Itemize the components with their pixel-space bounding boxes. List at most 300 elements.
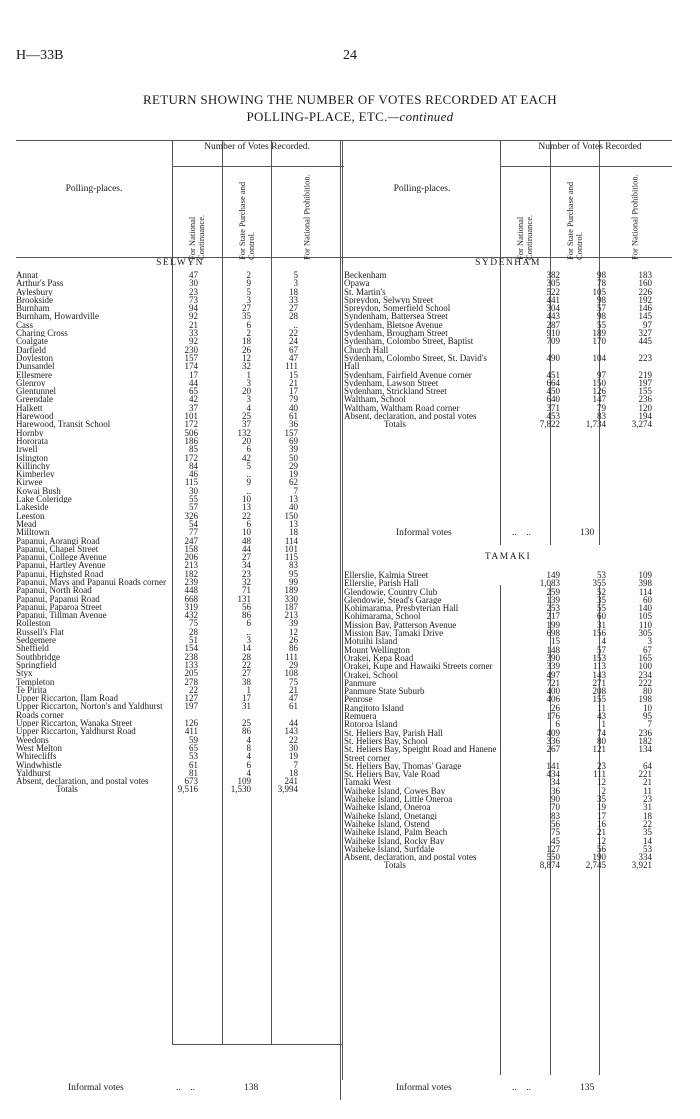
votes-state-purchase: 111 — [593, 769, 606, 780]
votes-continuance: 26 — [551, 702, 560, 713]
votes-prohibition: 3 — [647, 636, 652, 647]
votes-prohibition: 187 — [284, 601, 298, 612]
polling-place-name: Waiheke Island, Cowes Bay — [344, 786, 446, 796]
polling-place-name: Penrose — [344, 695, 373, 704]
votes-state-purchase: 155 — [592, 694, 606, 705]
votes-continuance: 75 — [551, 827, 560, 838]
votes-continuance: 85 — [189, 444, 198, 455]
votes-state-purchase: 55 — [597, 603, 606, 614]
votes-state-purchase: 6 — [246, 518, 251, 529]
votes-continuance: 61 — [189, 759, 198, 770]
votes-continuance: 30 — [189, 278, 198, 289]
section-heading-sydenham: SYDENHAM — [475, 258, 541, 268]
polling-place-name: Papanui, Aorangi Road — [16, 536, 100, 545]
votes-continuance: 47 — [189, 270, 198, 280]
polling-place-name: Milltown — [16, 528, 50, 537]
votes-state-purchase: 126 — [592, 386, 606, 397]
votes-continuance: 141 — [546, 760, 560, 771]
votes-continuance: 28 — [189, 626, 198, 637]
votes-continuance: 54 — [189, 518, 198, 529]
polling-place-name: Spreydon, Selwyn Street — [344, 295, 434, 305]
votes-prohibition: 64 — [643, 760, 652, 771]
polling-place-name: Irwell — [16, 445, 38, 454]
polling-place-name: Springfield — [16, 660, 57, 670]
votes-prohibition: 160 — [638, 278, 652, 289]
polling-place-name: Coalgate — [16, 337, 48, 346]
table-row — [344, 321, 672, 329]
polling-place-name: Mount Wellington — [344, 645, 410, 654]
votes-continuance: 434 — [546, 769, 560, 780]
polling-place-name: Waiheke Island, Ostend — [344, 819, 430, 829]
votes-state-purchase: 20 — [242, 386, 251, 397]
table-row — [344, 778, 672, 786]
votes-state-purchase: 6 — [246, 618, 251, 629]
votes-prohibition: 29 — [289, 659, 298, 670]
polling-place-name: Waiheke Island, Surfdale — [344, 844, 435, 854]
votes-state-purchase: 12 — [597, 835, 606, 846]
votes-prohibition: 241 — [284, 776, 298, 787]
table-row — [344, 770, 672, 778]
votes-continuance: 550 — [546, 852, 560, 863]
totals-row — [344, 420, 672, 428]
total-value: 3,994 — [277, 784, 298, 795]
polling-place-name: Russell's Flat — [16, 627, 64, 637]
right-table — [344, 140, 672, 1093]
votes-state-purchase: 78 — [597, 278, 606, 289]
votes-prohibition: 21 — [643, 777, 652, 788]
totals-row — [344, 861, 672, 869]
informal-votes-dots: .. .. — [512, 1083, 531, 1093]
votes-prohibition: 110 — [638, 619, 652, 630]
table-row — [344, 371, 672, 379]
polling-place-name: Tamaki West — [344, 778, 391, 787]
votes-prohibition: 165 — [638, 652, 652, 663]
votes-state-purchase: 20 — [242, 435, 251, 446]
polling-place-name: Waiheke Island, Little Oneroa — [344, 795, 453, 804]
votes-continuance: 92 — [189, 336, 198, 347]
polling-place-name: Waltham, Waltham Road corner — [344, 403, 460, 413]
total-value: 1,734 — [585, 419, 606, 430]
votes-continuance: 197 — [184, 701, 198, 712]
votes-continuance: 90 — [551, 794, 560, 805]
votes-continuance: 92 — [189, 311, 198, 322]
table-row — [344, 812, 672, 820]
votes-state-purchase: 44 — [242, 543, 251, 554]
polling-place-name: Syndenham, Battersea Street — [344, 312, 448, 321]
polling-place-name: Aylesbury — [16, 287, 53, 296]
votes-prohibition: 236 — [638, 394, 652, 405]
votes-prohibition: 140 — [638, 603, 652, 614]
col-header-prohibition-right: For National Prohibition. — [629, 174, 640, 260]
votes-prohibition: 182 — [638, 735, 652, 746]
votes-group-header: Number of Votes Recorded. — [204, 142, 310, 152]
votes-prohibition: 22 — [289, 328, 298, 339]
votes-state-purchase: 23 — [242, 568, 251, 579]
votes-state-purchase: 143 — [592, 669, 606, 680]
votes-continuance: 6 — [555, 719, 560, 730]
votes-continuance: 186 — [184, 435, 198, 446]
votes-continuance: 217 — [546, 611, 560, 622]
votes-prohibition: 50 — [289, 452, 298, 463]
votes-continuance: 75 — [189, 618, 198, 629]
polling-place-name: Kimberley — [16, 470, 55, 479]
votes-continuance: 1,083 — [539, 578, 560, 589]
votes-prohibition: 101 — [284, 543, 298, 554]
totals-label: Totals — [56, 785, 78, 794]
votes-continuance: 371 — [546, 402, 560, 413]
votes-continuance: 44 — [189, 377, 198, 388]
votes-prohibition: 26 — [289, 635, 298, 646]
votes-state-purchase: 19 — [597, 802, 606, 813]
table-row — [344, 288, 672, 296]
votes-state-purchase: 3 — [246, 294, 251, 305]
votes-prohibition: 39 — [289, 444, 298, 455]
votes-prohibition: 18 — [289, 767, 298, 778]
votes-prohibition: 67 — [289, 344, 298, 355]
votes-continuance: 497 — [546, 669, 560, 680]
votes-group-header-right: Number of Votes Recorded — [538, 142, 642, 152]
title-line-1: RETURN SHOWING THE NUMBER OF VOTES RECORDED AT EACH — [143, 92, 557, 107]
votes-state-purchase: 32 — [242, 576, 251, 587]
votes-continuance: 522 — [546, 286, 560, 297]
left-table — [16, 140, 344, 1093]
page-number: 24 — [343, 48, 357, 63]
votes-continuance: 83 — [551, 810, 560, 821]
votes-state-purchase: .. — [246, 485, 251, 496]
votes-prohibition: 11 — [643, 785, 652, 796]
votes-continuance: 81 — [189, 767, 198, 778]
votes-prohibition: 157 — [284, 427, 298, 438]
votes-continuance: 115 — [184, 477, 198, 488]
table-row — [344, 720, 672, 728]
votes-continuance: 278 — [184, 676, 198, 687]
votes-state-purchase: 8 — [246, 742, 251, 753]
votes-prohibition: 33 — [289, 294, 298, 305]
votes-continuance: 319 — [184, 601, 198, 612]
votes-state-purchase: 83 — [597, 411, 606, 422]
votes-state-purchase: 4 — [246, 402, 251, 413]
section-heading-selwyn: SELWYN — [156, 258, 204, 268]
votes-continuance: 406 — [546, 694, 560, 705]
polling-place-name: Dunsandel — [16, 362, 55, 371]
polling-place-name: St. Heliers Bay, Thomas' Garage — [344, 761, 462, 771]
votes-continuance: 304 — [546, 303, 560, 314]
informal-votes-value-sydenham: 130 — [580, 528, 595, 538]
votes-prohibition: 198 — [638, 694, 652, 705]
tamaki-rows — [344, 571, 672, 870]
polling-place-name: Cass — [16, 320, 34, 330]
votes-state-purchase: 104 — [592, 352, 606, 363]
votes-prohibition: 18 — [643, 810, 652, 821]
votes-continuance: 22 — [189, 684, 198, 695]
polling-place-name: Islington — [16, 453, 49, 462]
votes-state-purchase: 2 — [246, 328, 251, 339]
polling-place-name: Hororata — [16, 436, 48, 446]
votes-prohibition: 14 — [643, 835, 652, 846]
polling-place-name: St. Heliers Bay, Parish Hall — [344, 728, 443, 737]
votes-continuance: 51 — [189, 635, 198, 646]
votes-state-purchase: 3 — [246, 635, 251, 646]
total-value: 2,745 — [585, 860, 606, 871]
votes-continuance: 506 — [184, 427, 198, 438]
table-row — [344, 845, 672, 853]
total-value: 8,874 — [539, 860, 560, 871]
polling-place-name: Absent, declaration, and postal votes — [16, 777, 149, 786]
polling-place-name: Waiheke Island, Rocky Bay — [344, 836, 445, 845]
votes-prohibition: 3 — [293, 278, 298, 289]
polling-place-name: Papanui, Mays and Papanui Roads corner — [16, 577, 166, 587]
polling-place-name: Papanui, Paparoa Street — [16, 602, 102, 612]
polling-place-name: Burnham, Howardville — [16, 312, 99, 321]
votes-state-purchase: 105 — [592, 286, 606, 297]
votes-state-purchase: 27 — [242, 552, 251, 563]
polling-place-name: Papanui, College Avenue — [16, 553, 107, 562]
polling-place-name: Sydenham, Brougham Street — [344, 329, 448, 338]
votes-prohibition: 75 — [289, 676, 298, 687]
votes-state-purchase: 3 — [246, 377, 251, 388]
votes-continuance: 154 — [184, 643, 198, 654]
votes-state-purchase: 150 — [592, 377, 606, 388]
table-row — [344, 853, 672, 861]
votes-state-purchase: 14 — [242, 643, 251, 654]
polling-places-header: Polling-places. — [65, 184, 123, 194]
votes-state-purchase: 28 — [242, 651, 251, 662]
votes-state-purchase: 153 — [592, 652, 606, 663]
polling-place-name: Mead — [16, 519, 37, 529]
votes-state-purchase: 32 — [242, 361, 251, 372]
polling-place-name: Papanui, Highsted Road — [16, 569, 104, 578]
votes-prohibition: 35 — [643, 827, 652, 838]
informal-votes-label-sydenham: Informal votes — [396, 528, 452, 538]
informal-votes-dots: .. .. — [512, 528, 531, 538]
table-row — [344, 820, 672, 828]
votes-continuance: 382 — [546, 270, 560, 280]
total-value: 7,822 — [539, 419, 560, 430]
polling-place-name: St. Heliers Bay, Speight Road and Hanene Street corner — [344, 745, 497, 762]
votes-state-purchase: 271 — [592, 677, 606, 688]
total-value: 3,921 — [631, 860, 652, 871]
polling-place-name: Upper Riccarton, Norton's and Yaldhurst Roads corner — [16, 702, 163, 720]
sydenham-rows — [344, 271, 672, 429]
votes-prohibition: 28 — [289, 311, 298, 322]
polling-place-name: Glendowie, Country Club — [344, 587, 438, 596]
polling-place-name: Arthur's Pass — [16, 279, 64, 288]
table-row — [344, 837, 672, 845]
votes-continuance: 172 — [184, 419, 198, 430]
polling-place-name: Glentunnel — [16, 387, 56, 396]
informal-votes-label: Informal votes — [68, 1083, 124, 1093]
polling-place-name: Sheffield — [16, 644, 49, 653]
votes-prohibition: 86 — [289, 643, 298, 654]
votes-prohibition: 31 — [643, 802, 652, 813]
votes-state-purchase: 6 — [246, 759, 251, 770]
votes-continuance: 206 — [184, 552, 198, 563]
votes-state-purchase: 10 — [242, 527, 251, 538]
col-header-continuance-right: For National Continuance. — [515, 214, 534, 260]
polling-place-name: Waiheke Island, Oneroa — [344, 803, 431, 812]
votes-prohibition: 95 — [289, 568, 298, 579]
votes-state-purchase: 1 — [246, 684, 251, 695]
votes-prohibition: 134 — [638, 744, 652, 755]
polling-place-name: Sydenham, Colombo Street, Baptist Church Hall — [344, 337, 474, 354]
votes-prohibition: 120 — [638, 402, 652, 413]
report-reference: H—33B — [16, 48, 64, 63]
polling-place-name: Halkett — [16, 403, 43, 413]
votes-continuance: 133 — [184, 659, 198, 670]
polling-place-name: Upper Riccarton, Ilam Road — [16, 694, 118, 703]
votes-prohibition: 445 — [638, 336, 652, 347]
votes-prohibition: 111 — [285, 651, 298, 662]
polling-place-name: Lakeside — [16, 503, 49, 512]
votes-prohibition: 183 — [638, 270, 652, 280]
votes-prohibition: 44 — [289, 718, 298, 729]
votes-continuance: 45 — [551, 835, 560, 846]
votes-continuance: 450 — [546, 386, 560, 397]
votes-state-purchase: 25 — [242, 411, 251, 422]
table-row — [344, 662, 672, 670]
polling-place-name: Styx — [16, 669, 33, 678]
votes-state-purchase: 16 — [597, 818, 606, 829]
votes-prohibition: 330 — [284, 593, 298, 604]
votes-prohibition: 83 — [289, 560, 298, 571]
col-header-prohibition: For National Prohibition. — [301, 174, 312, 260]
votes-continuance: 400 — [546, 686, 560, 697]
votes-state-purchase: 156 — [592, 628, 606, 639]
votes-state-purchase: 2 — [601, 785, 606, 796]
votes-state-purchase: 35 — [597, 594, 606, 605]
votes-state-purchase: 98 — [597, 270, 606, 280]
votes-prohibition: 47 — [289, 693, 298, 704]
votes-continuance: 339 — [546, 661, 560, 672]
votes-prohibition: 10 — [643, 702, 652, 713]
votes-state-purchase: 60 — [597, 611, 606, 622]
polling-place-name: Papanui, Hartley Avenue — [16, 561, 106, 570]
polling-place-name: Killinchy — [16, 461, 50, 471]
votes-state-purchase: 113 — [592, 661, 606, 672]
polling-place-name: Kohimarama, School — [344, 612, 421, 621]
votes-state-purchase: 5 — [246, 460, 251, 471]
votes-continuance: 56 — [551, 818, 560, 829]
votes-continuance: 451 — [546, 369, 560, 380]
table-row — [344, 646, 672, 654]
polling-place-name: Harewood — [16, 412, 54, 421]
votes-continuance: 127 — [184, 693, 198, 704]
polling-place-name: Glenroy — [16, 378, 46, 388]
votes-state-purchase: 25 — [242, 718, 251, 729]
votes-continuance: 336 — [546, 735, 560, 746]
votes-state-purchase: 9 — [246, 278, 251, 289]
votes-continuance: 490 — [546, 352, 560, 363]
table-row — [16, 702, 344, 719]
votes-continuance: 37 — [189, 402, 198, 413]
votes-prohibition: 398 — [638, 578, 652, 589]
votes-prohibition: 7 — [293, 485, 298, 496]
votes-prohibition: 109 — [638, 570, 652, 580]
polling-place-name: Greendale — [16, 395, 53, 404]
col-header-continuance: For National Continuance. — [187, 214, 206, 260]
votes-prohibition: 145 — [638, 311, 652, 322]
total-value: 9,516 — [177, 784, 198, 795]
polling-place-name: Doyleston — [16, 353, 53, 363]
polling-place-name: Waltham, School — [344, 395, 406, 404]
votes-continuance: 139 — [546, 594, 560, 605]
informal-votes-value: 138 — [244, 1083, 259, 1093]
polling-place-name: Waiheke Island, Palm Beach — [344, 828, 448, 837]
votes-continuance: 390 — [546, 652, 560, 663]
votes-state-purchase: 38 — [242, 676, 251, 687]
votes-continuance: 17 — [189, 369, 198, 380]
polling-place-name: Darfield — [16, 345, 46, 354]
total-value: 1,530 — [230, 784, 251, 795]
votes-prohibition: 111 — [285, 361, 298, 372]
votes-continuance: 127 — [546, 843, 560, 854]
votes-state-purchase: 56 — [597, 843, 606, 854]
votes-prohibition: 236 — [638, 727, 652, 738]
votes-prohibition: 213 — [284, 610, 298, 621]
votes-state-purchase: 170 — [592, 336, 606, 347]
polling-place-name: Sedgemere — [16, 636, 56, 645]
polling-place-name: Upper Riccarton, Wanaka Street — [16, 719, 133, 728]
votes-continuance: 55 — [189, 494, 198, 505]
votes-prohibition: 146 — [638, 303, 652, 314]
votes-prohibition: 18 — [289, 286, 298, 297]
votes-state-purchase: 132 — [237, 427, 251, 438]
table-row — [344, 337, 672, 354]
votes-continuance: 448 — [184, 585, 198, 596]
votes-prohibition: 194 — [638, 411, 652, 422]
votes-state-purchase: 121 — [592, 744, 606, 755]
polling-place-name: Kohimarama, Presbyterian Hall — [344, 604, 459, 613]
totals-label: Totals — [384, 861, 406, 870]
votes-continuance: 441 — [546, 294, 560, 305]
votes-state-purchase: 147 — [592, 394, 606, 405]
polling-place-name: Ellesmere — [16, 370, 52, 379]
votes-state-purchase: 22 — [242, 510, 251, 521]
votes-state-purchase: 11 — [597, 702, 606, 713]
votes-state-purchase: 208 — [592, 686, 606, 697]
votes-continuance: 70 — [551, 802, 560, 813]
votes-state-purchase: 22 — [242, 659, 251, 670]
polling-place-name: Waiheke Island, Onetangi — [344, 811, 437, 820]
votes-state-purchase: 190 — [592, 852, 606, 863]
votes-continuance: 213 — [184, 560, 198, 571]
table-row — [344, 304, 672, 312]
votes-prohibition: 19 — [289, 469, 298, 480]
votes-continuance: 33 — [189, 328, 198, 339]
votes-prohibition: 13 — [289, 494, 298, 505]
votes-continuance: 432 — [184, 610, 198, 621]
section-heading-tamaki: TAMAKI — [484, 552, 532, 562]
table-row — [344, 828, 672, 836]
votes-prohibition: 21 — [289, 377, 298, 388]
polling-place-name: Sydenham, Strickland Street — [344, 387, 447, 396]
votes-state-purchase: 12 — [597, 777, 606, 788]
votes-state-purchase: 9 — [246, 477, 251, 488]
table-row — [344, 637, 672, 645]
votes-state-purchase: 35 — [242, 311, 251, 322]
votes-continuance: 34 — [551, 777, 560, 788]
votes-continuance: 126 — [184, 718, 198, 729]
informal-votes-dots: .. .. — [176, 1083, 195, 1093]
votes-continuance: 77 — [189, 527, 198, 538]
votes-continuance: 668 — [184, 593, 198, 604]
votes-prohibition: 53 — [643, 843, 652, 854]
votes-state-purchase: 12 — [242, 352, 251, 363]
votes-state-purchase: 98 — [597, 294, 606, 305]
polling-place-name: Papanui, North Road — [16, 586, 92, 595]
polling-place-name: Templeton — [16, 677, 55, 686]
votes-continuance: 673 — [184, 776, 198, 787]
